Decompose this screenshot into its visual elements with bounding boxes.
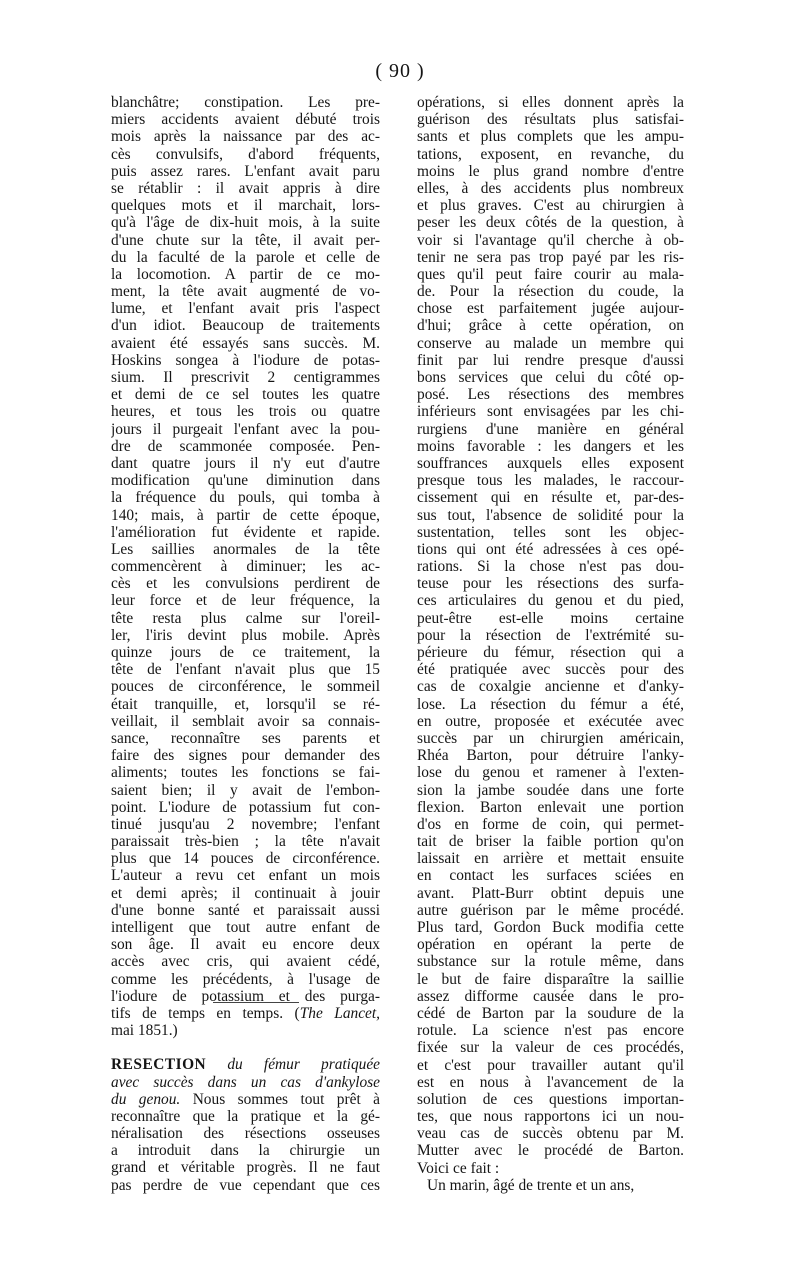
text-line: opération en opérant la perte de bbox=[417, 936, 684, 954]
text-line: grand et véritable progrès. Il ne faut bbox=[111, 1159, 380, 1177]
text-line: saient bien; il y avait de l'embon- bbox=[111, 781, 380, 799]
text-line: Rhéa Barton, pour détruire l'anky- bbox=[417, 747, 684, 765]
text-line: tête de l'enfant n'avait plus que 15 bbox=[111, 661, 380, 679]
text-line: ques qu'il peut faire courir au mala- bbox=[417, 265, 684, 283]
text-line: substance sur la rotule même, dans bbox=[417, 953, 684, 971]
journal-citation: The Lancet, bbox=[299, 1004, 380, 1022]
text-line: du genou. Nous sommes tout prêt à bbox=[111, 1090, 380, 1108]
text-line: se rétablir : il avait appris à dire bbox=[111, 179, 380, 197]
text-line: jours il purgeait l'enfant avec la pou- bbox=[111, 420, 380, 438]
text-line: posé. Les résections des membres bbox=[417, 386, 684, 404]
text-line: avaient été essayés sans succès. M. bbox=[111, 334, 380, 352]
text-line: point. L'iodure de potassium fut con- bbox=[111, 798, 380, 816]
text-line: avant. Platt-Burr obtint depuis une bbox=[417, 884, 684, 902]
text-line: solution de ces questions importan- bbox=[417, 1090, 684, 1108]
text-line: la locomotion. A partir de ce mo- bbox=[111, 265, 380, 283]
text-line: bons services que celui du côté op- bbox=[417, 369, 684, 386]
text-line: modification qu'une diminution dans bbox=[111, 472, 380, 490]
text-line: l'iodure de potassium et des purga- bbox=[111, 987, 380, 1005]
text-line: quelques mots et il marchait, lors- bbox=[111, 197, 380, 215]
text-line: faire des signes pour demander des bbox=[111, 747, 380, 765]
text-line: pour la résection de l'extrémité su- bbox=[417, 626, 684, 644]
text-line: Plus tard, Gordon Buck modifia cette bbox=[417, 919, 684, 936]
text-line: qu'à l'âge de dix-huit mois, à la suite bbox=[111, 214, 380, 232]
text-line: comme les précédents, à l'usage de bbox=[111, 970, 380, 988]
text-line: accès avec cris, qui avaient cédé, bbox=[111, 953, 380, 971]
text-line: leur force et de leur fréquence, la bbox=[111, 592, 380, 610]
text-line: chose est parfaitement jugée aujour- bbox=[417, 300, 684, 318]
text-line: cès et les convulsions perdirent de bbox=[111, 575, 380, 593]
text-line: rotule. La science n'est pas encore bbox=[417, 1022, 684, 1040]
text-line: d'une bonne santé et paraissait aussi bbox=[111, 901, 380, 919]
page-number: ( 90 ) bbox=[375, 60, 425, 82]
text-line: elles, à des accidents plus nombreux bbox=[417, 179, 684, 197]
right-column bbox=[417, 94, 684, 1194]
text-line: en contact les surfaces sciées en bbox=[417, 867, 684, 885]
section-heading: RESECTION du fémur pratiquée bbox=[111, 1056, 380, 1074]
text-line: plus que 14 pouces de circonférence. bbox=[111, 850, 380, 868]
text-line: Un marin, âgé de trente et un ans, bbox=[427, 1176, 635, 1194]
text-line: 140; mais, à partir de cette époque, bbox=[111, 506, 380, 524]
text-line: cès convulsifs, d'abord fréquents, bbox=[111, 145, 380, 163]
text-line: d'hui; grâce à cette opération, on bbox=[417, 317, 684, 335]
text-line: conserve au malade un membre qui bbox=[417, 334, 684, 352]
text-line: Mutter avec le procédé de Barton. bbox=[417, 1142, 684, 1160]
text-line: tête resta plus calme sur l'oreil- bbox=[111, 609, 380, 627]
section-heading-cont: avec succès dans un cas d'ankylose bbox=[111, 1073, 380, 1091]
text-line: lose. La résection du fémur a été, bbox=[417, 695, 684, 713]
text-line: sance, reconnaître ses parents et bbox=[111, 729, 380, 747]
text-line: intelligent que tout autre enfant de bbox=[111, 919, 380, 936]
text-line: était tranquille, et, lorsqu'il se ré- bbox=[111, 695, 380, 713]
text-line: la fréquence du pouls, qui tomba à bbox=[111, 489, 380, 507]
text-line: succès par un chirurgien américain, bbox=[417, 729, 684, 747]
text-line: ces articulaires du genou et du pied, bbox=[417, 592, 684, 610]
text-line: Les saillies anormales de la tête bbox=[111, 540, 380, 558]
text-line: d'un idiot. Beaucoup de traitements bbox=[111, 317, 380, 335]
text-line: finit par lui rendre presque d'aussi bbox=[417, 351, 684, 369]
text-line: d'os en forme de coin, qui permet- bbox=[417, 815, 684, 833]
text-line: voir si l'avantage qu'il cherche à ob- bbox=[417, 231, 684, 249]
text-line: L'auteur a revu cet enfant un mois bbox=[111, 867, 380, 885]
text-line: été pratiquée avec succès pour des bbox=[417, 661, 684, 679]
text-line: guérison des résultats plus satisfai- bbox=[417, 111, 684, 129]
text-line: et demi de ce sel toutes les quatre bbox=[111, 386, 380, 404]
text-line: rations. Si la chose n'est pas dou- bbox=[417, 558, 684, 576]
text-line: puis assez rares. L'enfant avait paru bbox=[111, 162, 380, 180]
text-line: et plus graves. C'est au chirurgien à bbox=[417, 197, 684, 215]
text-line: le but de faire disparaître la saillie bbox=[417, 970, 684, 988]
text-line: lume, et l'enfant avait pris l'aspect bbox=[111, 300, 380, 318]
text-line: inférieurs sont envisagées par les chi- bbox=[417, 403, 684, 421]
text-line: laissait en arrière et mettait ensuite bbox=[417, 850, 684, 868]
text-line: commencèrent à diminuer; les ac- bbox=[111, 558, 380, 576]
text-line: l'amélioration fut évidente et rapide. bbox=[111, 523, 380, 541]
text-line: sustentation, telles sont les objec- bbox=[417, 523, 684, 541]
text-line: moins favorable : les dangers et les bbox=[417, 437, 684, 455]
text-line: ler, l'iris devint plus mobile. Après bbox=[111, 626, 380, 644]
text-line: teuse pour les résections des surfa- bbox=[417, 575, 684, 593]
text-line: aliments; toutes les fonctions se fai- bbox=[111, 764, 380, 782]
text-line: heures, et tous les trois ou quatre bbox=[111, 403, 380, 421]
text-line: d'une chute sur la tête, il avait per- bbox=[111, 231, 380, 249]
text-line: moins le plus grand nombre d'entre bbox=[417, 162, 684, 180]
text-line: pouces de circonférence, le sommeil bbox=[111, 678, 380, 696]
text-line: pas perdre de vue cependant que ces bbox=[111, 1176, 380, 1194]
text-line: cissement qui en résulte et, par-des- bbox=[417, 489, 684, 507]
text-line: sium. Il prescrivit 2 centigrammes bbox=[111, 369, 380, 386]
text-line: mai 1851.) bbox=[111, 1022, 178, 1040]
text-line: a introduit dans la chirurgie un bbox=[111, 1142, 380, 1160]
text-line: périeure du fémur, résection qui a bbox=[417, 644, 684, 661]
text-line: miers accidents avaient débuté trois bbox=[111, 111, 380, 129]
text-line: reconnaître que la pratique et la gé- bbox=[111, 1107, 380, 1125]
left-column bbox=[111, 94, 380, 1194]
text-line: tinué jusqu'au 2 novembre; l'enfant bbox=[111, 815, 380, 833]
text-line: fixée sur la valeur de ces procédés, bbox=[417, 1039, 684, 1057]
text-line: presque tous les malades, le raccour- bbox=[417, 472, 684, 490]
text-line: souffrances auxquels elles exposent bbox=[417, 454, 684, 472]
text-line: de. Pour la résection du coude, la bbox=[417, 283, 684, 301]
text-line: et c'est pour travailler autant qu'il bbox=[417, 1056, 684, 1074]
text-line: blanchâtre; constipation. Les pre- bbox=[111, 94, 380, 111]
text-line: flexion. Barton enlevait une portion bbox=[417, 798, 684, 816]
text-line: sus tout, l'absence de solidité pour la bbox=[417, 506, 684, 524]
text-line: en outre, proposée et exécutée avec bbox=[417, 712, 684, 730]
text-line: tait de briser la faible portion qu'on bbox=[417, 833, 684, 851]
text-line: veillait, il semblait avoir sa connais- bbox=[111, 712, 380, 730]
text-line: veau cas de succès obtenu par M. bbox=[417, 1125, 684, 1143]
text-line: assez difforme causée dans le pro- bbox=[417, 987, 684, 1005]
text-line: peut-être est-elle moins certaine bbox=[417, 609, 684, 627]
text-line: opérations, si elles donnent après la bbox=[417, 94, 684, 111]
text-line: paraissait très-bien ; la tête n'avait bbox=[111, 833, 380, 851]
text-line: tes, que nous rapportons ici un nou- bbox=[417, 1108, 684, 1126]
text-line: lose du genou et ramener à l'exten- bbox=[417, 764, 684, 782]
text-line: tenir ne sera pas trop payé par les ris- bbox=[417, 248, 684, 266]
text-line: néralisation des résections osseuses bbox=[111, 1125, 380, 1143]
section-separator bbox=[213, 1002, 299, 1003]
text-line: son âge. Il avait eu encore deux bbox=[111, 936, 380, 954]
text-line: mois après la naissance par des ac- bbox=[111, 128, 380, 146]
text-line: et demi après; il continuait à jouir bbox=[111, 884, 380, 902]
text-line: cas de coxalgie ancienne et d'anky- bbox=[417, 678, 684, 696]
text-line: ment, la tête avait augmenté de vo- bbox=[111, 283, 380, 301]
text-line: sion la jambe soudée dans une forte bbox=[417, 781, 684, 799]
text-line: autre guérison par le même procédé. bbox=[417, 901, 684, 919]
text-line: quinze jours de ce traitement, la bbox=[111, 644, 380, 661]
text-line: Voici ce fait : bbox=[417, 1159, 500, 1177]
text-line: du la faculté de la parole et celle de bbox=[111, 248, 380, 266]
text-line: tifs de temps en temps. (The Lancet, bbox=[111, 1004, 380, 1022]
text-line: tations, exposent, en revanche, du bbox=[417, 145, 684, 163]
text-line: tions qui ont été adressées à ces opé- bbox=[417, 540, 684, 558]
text-line: peser les deux côtés de la question, à bbox=[417, 214, 684, 232]
text-line: est en nous à l'avancement de la bbox=[417, 1073, 684, 1091]
text-line: rurgiens d'une manière en général bbox=[417, 420, 684, 438]
text-line: Hoskins songea à l'iodure de potas- bbox=[111, 351, 380, 369]
text-line: cédé de Barton par la soudure de la bbox=[417, 1004, 684, 1022]
text-line: dant quatre jours il n'y eut d'autre bbox=[111, 454, 380, 472]
text-line: sants et plus complets que les ampu- bbox=[417, 128, 684, 146]
text-line: dre de scammonée composée. Pen- bbox=[111, 437, 380, 455]
